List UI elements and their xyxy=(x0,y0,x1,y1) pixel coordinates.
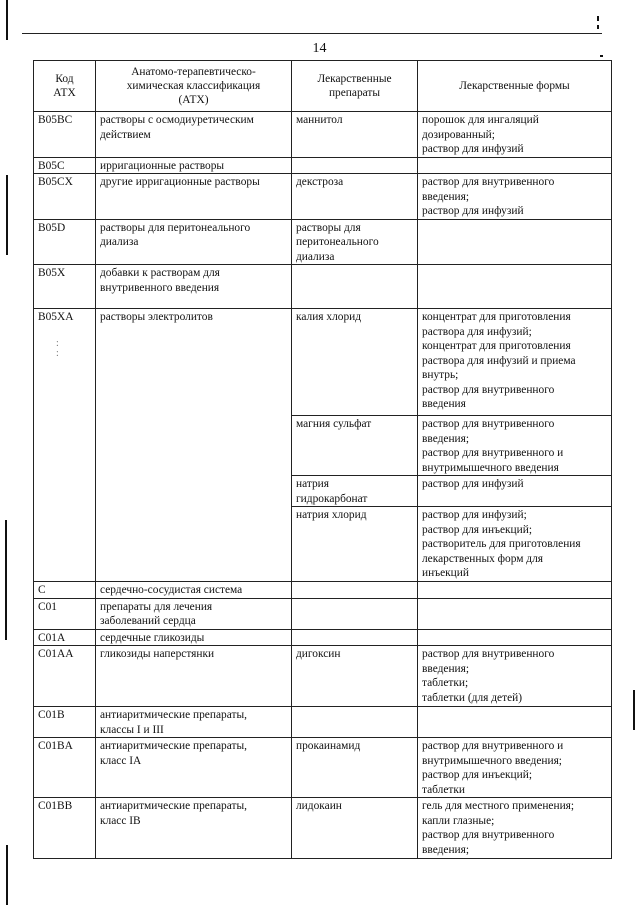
drug-name xyxy=(292,582,418,599)
table-row xyxy=(34,646,612,707)
page-number: 14 xyxy=(312,41,327,56)
dosage-forms: порошок для ингаляций дозированный; раствор для инфузий xyxy=(418,112,612,158)
atx-code: B05C xyxy=(34,157,96,174)
scan-mark-left-mid xyxy=(6,175,8,255)
atx-classification: добавки к растворам для внутривенного введения xyxy=(96,265,292,309)
table-row xyxy=(34,219,612,265)
table-row xyxy=(34,629,612,646)
atx-classification: гликозиды наперстянки xyxy=(96,646,292,707)
drug-name: магния сульфат xyxy=(292,416,418,476)
dosage-forms xyxy=(418,629,612,646)
dosage-forms: раствор для инфузий xyxy=(418,476,612,507)
table-row xyxy=(34,582,612,599)
drug-name xyxy=(292,598,418,629)
drug-name: растворы для перитонеального диализа xyxy=(292,219,418,265)
dosage-forms: концентрат для приготовления раствора для инфузий; концентрат для приготовления раствора для инфузий и приема внутрь; раствор для внутривенного введения xyxy=(418,309,612,416)
atx-classification: растворы для перитонеального диализа xyxy=(96,219,292,265)
drug-name: декстроза xyxy=(292,174,418,220)
dosage-forms xyxy=(418,219,612,265)
atx-code: C01AA xyxy=(34,646,96,707)
atx-code: C xyxy=(34,582,96,599)
atx-classification: ирригационные растворы xyxy=(96,157,292,174)
atx-code: C01 xyxy=(34,598,96,629)
atx-classification: сердечные гликозиды xyxy=(96,629,292,646)
atx-code: B05D xyxy=(34,219,96,265)
atx-classification: антиаритмические препараты, класс IA xyxy=(96,738,292,798)
header-drugs: Лекарственные препараты xyxy=(292,61,418,112)
dosage-forms xyxy=(418,707,612,738)
atx-code: C01A xyxy=(34,629,96,646)
scan-dots: : : xyxy=(56,337,59,359)
atx-code: C01B xyxy=(34,707,96,738)
atx-code-cell xyxy=(34,309,96,582)
table-row xyxy=(34,598,612,629)
scan-mark-right-top xyxy=(597,16,599,21)
scan-mark-left-low xyxy=(5,520,7,640)
table-row xyxy=(34,112,612,158)
table-row xyxy=(34,309,612,416)
header-code: Код АТХ xyxy=(34,61,96,112)
dosage-forms xyxy=(418,582,612,599)
scan-mark-left-bottom xyxy=(6,845,8,905)
atx-table xyxy=(33,60,612,859)
dosage-forms: раствор для инфузий; раствор для инъекций; растворитель для приготовления лекарственных форм для инъекций xyxy=(418,507,612,582)
drug-name: маннитол xyxy=(292,112,418,158)
drug-name: натрия гидрокарбонат xyxy=(292,476,418,507)
scan-mark-right-top2 xyxy=(597,25,599,29)
atx-classification: растворы с осмодиуретическим действием xyxy=(96,112,292,158)
atx-code: B05X xyxy=(34,265,96,309)
drug-name xyxy=(292,629,418,646)
header-rule xyxy=(22,33,602,34)
header-forms: Лекарственные формы xyxy=(418,61,612,112)
table-header-row xyxy=(34,61,612,112)
dosage-forms xyxy=(418,598,612,629)
atx-classification: другие ирригационные растворы xyxy=(96,174,292,220)
drug-name xyxy=(292,707,418,738)
drug-name: лидокаин xyxy=(292,798,418,859)
atx-code: B05CX xyxy=(34,174,96,220)
table-row xyxy=(34,738,612,798)
atx-code: B05BC xyxy=(34,112,96,158)
dosage-forms: раствор для внутривенного введения; таблетки; таблетки (для детей) xyxy=(418,646,612,707)
scan-mark-left-top xyxy=(6,0,8,40)
table-row xyxy=(34,174,612,220)
header-classification: Анатомо-терапевтическо- химическая классификация (АТХ) xyxy=(96,61,292,112)
dosage-forms xyxy=(418,157,612,174)
dosage-forms: гель для местного применения; капли глазные; раствор для внутривенного введения; xyxy=(418,798,612,859)
atx-code: B05XA xyxy=(38,311,74,323)
drug-name: дигоксин xyxy=(292,646,418,707)
atx-code: C01BA xyxy=(34,738,96,798)
atx-classification: препараты для лечения заболеваний сердца xyxy=(96,598,292,629)
drug-name: калия хлорид xyxy=(292,309,418,416)
atx-classification: антиаритмические препараты, классы I и III xyxy=(96,707,292,738)
atx-classification: растворы электролитов xyxy=(96,309,292,582)
dosage-forms: раствор для внутривенного введения; раствор для инфузий xyxy=(418,174,612,220)
table-row xyxy=(34,707,612,738)
scan-mark-right-edge xyxy=(633,690,635,730)
dosage-forms xyxy=(418,265,612,309)
table-row xyxy=(34,798,612,859)
drug-name xyxy=(292,265,418,309)
drug-name: прокаинамид xyxy=(292,738,418,798)
drug-name: натрия хлорид xyxy=(292,507,418,582)
table-row xyxy=(34,157,612,174)
atx-code: C01BB xyxy=(34,798,96,859)
dosage-forms: раствор для внутривенного введения; раствор для внутривенного и внутримышечного введения xyxy=(418,416,612,476)
atx-classification: сердечно-сосудистая система xyxy=(96,582,292,599)
atx-classification: антиаритмические препараты, класс IB xyxy=(96,798,292,859)
table-row xyxy=(34,265,612,309)
drug-name xyxy=(292,157,418,174)
dosage-forms: раствор для внутривенного и внутримышечного введения; раствор для инъекций; таблетки xyxy=(418,738,612,798)
